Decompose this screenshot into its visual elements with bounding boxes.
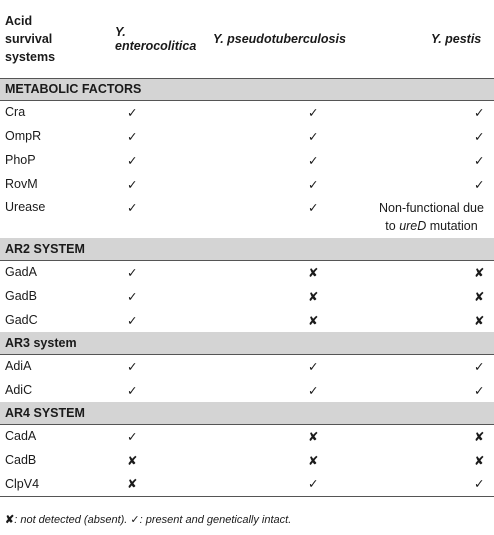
cell-pestis: ✓ [474,105,485,120]
section-header [0,78,494,100]
cell-pestis: ✓ [474,129,485,144]
table-row [0,308,494,332]
cell-pseudotuberculosis: ✓ [308,359,319,374]
cell-pseudotuberculosis: ✓ [308,129,319,144]
cell-pseudotuberculosis: ✘ [308,453,319,468]
cell-pestis-note [369,196,494,238]
row-name: CadB [5,453,37,467]
footnote-absent-mark: ✘ [5,514,15,526]
header-systems-line3: systems [5,49,56,64]
note-gene-name: ureD [399,219,427,233]
header-row [0,0,494,78]
cell-pseudotuberculosis: ✘ [308,429,319,444]
header-pestis: Y. pestis [431,31,482,46]
row-name: Cra [5,105,26,120]
cell-enterocolitica: ✓ [127,105,138,120]
cell-enterocolitica: ✘ [127,477,138,492]
cell-enterocolitica: ✓ [127,129,138,144]
section-title-ar2: AR2 SYSTEM [0,238,494,260]
cell-pseudotuberculosis: ✓ [308,177,319,192]
cell-pestis: ✘ [474,429,485,444]
row-name: RovM [5,177,38,191]
cell-pestis: ✓ [474,153,485,168]
cell-pseudotuberculosis: ✓ [308,383,319,398]
row-name: GadC [5,313,38,327]
cell-enterocolitica: ✓ [127,383,138,398]
table-row [0,260,494,284]
header-enterocolitica: Y. enterocolitica [115,24,197,53]
cell-enterocolitica: ✓ [127,201,138,215]
header-systems-line2: survival [5,31,53,46]
header-systems-line1: Acid [5,13,33,28]
row-name: PhoP [5,153,36,167]
cell-enterocolitica: ✓ [127,313,138,328]
row-name: GadA [5,265,37,280]
footnote-present-mark: ✓ [130,514,140,526]
cell-pseudotuberculosis: ✘ [308,289,319,304]
urease-note [369,199,494,235]
section-header [0,332,494,354]
cell-pseudotuberculosis: ✓ [308,477,319,492]
row-name: Urease [5,200,46,214]
table-row [0,284,494,308]
cell-pseudotuberculosis: ✘ [308,265,319,280]
table-row [0,448,494,472]
row-name: OmpR [5,129,42,143]
cell-enterocolitica: ✓ [127,265,138,280]
cell-enterocolitica: ✓ [127,429,138,444]
cell-enterocolitica: ✓ [127,359,138,374]
row-name: AdiC [5,383,33,397]
cell-pestis: ✓ [474,383,485,398]
table-row [0,196,494,238]
note-line2-post: mutation [426,219,478,233]
cell-pseudotuberculosis: ✓ [308,153,319,168]
table-row [0,172,494,196]
cell-pseudotuberculosis: ✓ [308,201,319,215]
footnote-present-text: : present and genetically intact. [139,514,292,526]
cell-enterocolitica: ✘ [127,453,138,468]
header-systems [0,0,110,78]
cell-pseudotuberculosis: ✘ [308,313,319,328]
cell-pestis: ✓ [474,477,485,492]
table-row [0,354,494,378]
table-footnote [5,513,291,526]
row-name: CadA [5,429,37,444]
row-name: AdiA [5,359,32,374]
section-header [0,402,494,424]
section-title-metabolic: METABOLIC FACTORS [0,78,494,100]
note-line1: Non-functional due [379,201,484,215]
cell-pestis: ✘ [474,265,485,280]
cell-pseudotuberculosis: ✓ [308,105,319,120]
section-title-ar4: AR4 SYSTEM [0,402,494,424]
row-name: ClpV4 [5,476,40,491]
header-pseudotuberculosis: Y. pseudotuberculosis [213,31,346,46]
cell-pestis: ✘ [474,313,485,328]
cell-pestis: ✓ [474,177,485,192]
cell-enterocolitica: ✓ [127,153,138,168]
table-row [0,378,494,402]
cell-pestis: ✓ [474,359,485,374]
note-line2-pre: to [385,219,400,233]
row-name: GadB [5,289,37,303]
cell-enterocolitica: ✓ [127,289,138,304]
section-header [0,238,494,260]
section-title-ar3: AR3 system [0,332,494,354]
table-row [0,100,494,124]
table-row [0,124,494,148]
cell-pestis: ✘ [474,453,485,468]
cell-enterocolitica: ✓ [127,177,138,192]
table-row [0,148,494,172]
cell-pestis: ✘ [474,289,485,304]
footnote-absent-text: : not detected (absent). [14,514,131,526]
table-row [0,424,494,448]
table-row [0,472,494,496]
